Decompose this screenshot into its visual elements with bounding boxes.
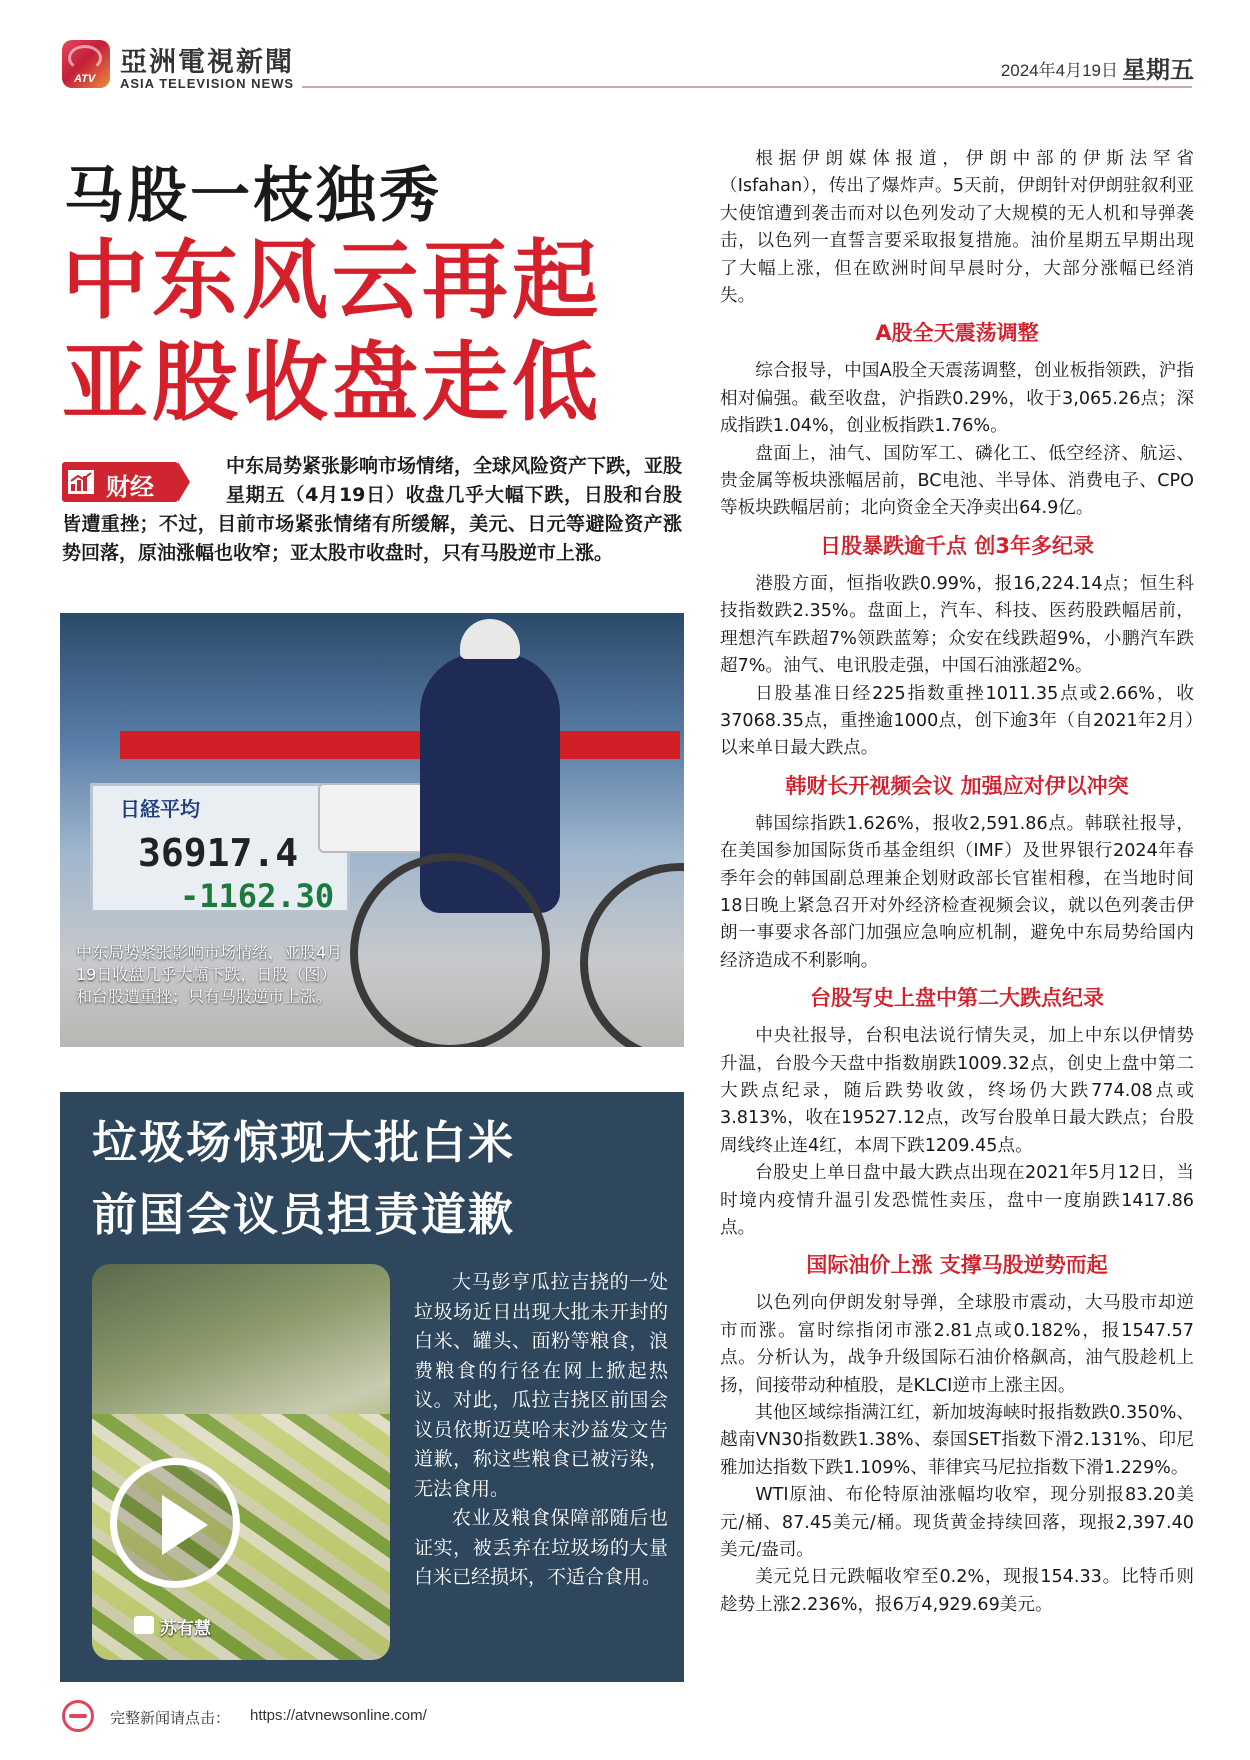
article-paragraph: 台股史上单日盘中最大跌点出现在2021年5月12日，当时境内疫情升温引发恐慌性卖压，盘中一度崩跌1417.86点。 [720,1163,1194,1238]
stock-board-change: -1162.30 [180,877,335,915]
play-icon [162,1495,208,1555]
section-heading-taiwan: 台股写史上盘中第二大跌点纪录 [810,986,1104,1011]
section-heading-oil: 国际油价上涨 支撑马股逆势而起 [806,1253,1108,1278]
logo-text: ATV [74,73,96,85]
article-intro: 根据伊朗媒体报道，伊朗中部的伊斯法罕省（Isfahan），传出了爆炸声。5天前，伊朗针对伊朗驻叙利亚大使馆遭到袭击而对以色列发动了大规模的无人机和导弹袭击，以色列一直誓言要采取报复措施。油价星期五早期出现了大幅上涨，但在欧洲时间早晨时分，大部分涨幅已经消失。 [720,149,1194,307]
side-story-title-line1: 垃圾场惊现大批白米 [92,1116,516,1169]
stock-board-title: 日経平均 [120,797,200,821]
footer-link[interactable]: https://atvnewsonline.com/ [250,1707,427,1724]
side-story-title-line2: 前国会议员担责道歉 [92,1188,516,1241]
article-paragraph: 中央社报导，台积电法说行情失灵，加上中东以伊情势升温，台股今天盘中指数崩跌1009.32点，创史上盘中第二大跌点纪录，随后跌势收敛，终场仍大跌774.08点或3.813%，收在19527.12点，改写台股单日最大跌点；台股周线终止连4红，本周下跌1209.45点。 [720,1026,1194,1156]
camera-icon [134,1616,154,1634]
article-paragraph: 美元兑日元跌幅收窄至0.2%，现报154.33。比特币则趁势上涨2.236%，报6万4,929.69美元。 [720,1567,1194,1615]
main-article-column [720,146,1194,1619]
photo-caption: 中东局势紧张影响市场情绪，亚股4月19日收盘几乎大幅下跌，日股（图）和台股遭重挫；只有马股逆市上涨。 [76,943,343,1006]
article-paragraph: 盘面上，油气、国防军工、磷化工、低空经济、航运、贵金属等板块涨幅居前，BC电池、半导体、消费电子、CPO等板块跌幅居前；北向资金全天净卖出64.9亿。 [720,443,1194,519]
atv-logo [62,40,110,88]
reporter-name: 苏有慧 [160,1619,211,1639]
headline-main-line1: 中东风云再起 [62,231,602,331]
article-paragraph: 其他区域综指满江红，新加坡海峡时报指数跌0.350%、越南VN30指数跌1.38%、泰国SET指数下滑2.131%、印尼雅加达指数下跌1.109%、菲律宾马尼拉指数下滑1.229%。 [720,1403,1194,1478]
article-paragraph: 以色列向伊朗发射导弹，全球股市震动，大马股市却逆市而涨。富时综指闭市涨2.81点或0.182%，报1547.57点。分析认为，战争升级国际石油价格飙高，油气股趁机上扬，间接带动种植股，是KLCI逆市上涨主因。 [720,1293,1194,1396]
brand-name-en: ASIA TELEVISION NEWS [120,76,295,91]
brand-name-cn: 亞洲電視新聞 [120,47,294,78]
side-story-paragraph: 农业及粮食保障部随后也证实，被丢弃在垃圾场的大量白米已经损坏，不适合食用。 [414,1507,668,1588]
bicycle-crate [318,783,428,853]
article-paragraph: 日股基准日经225指数重挫1011.35点或2.66%，收37068.35点，重挫逾1000点，创下逾3年（自2021年2月）以来单日最大跌点。 [720,683,1194,759]
headline-main-line2: 亚股收盘走低 [62,333,602,433]
bicycle-wheel [580,863,684,1047]
issue-weekday: 星期五 [1122,56,1194,84]
side-story-box [60,1092,684,1682]
issue-date: 2024年4月19日 [1000,61,1118,80]
article-paragraph: 港股方面，恒指收跌0.99%，报16,224.14点；恒生科技指数跌2.35%。盘面上，汽车、科技、医药股跌幅居前，理想汽车跌超7%领跌蓝筹；众安在线跌超9%，小鹏汽车跌超7%。油气、电讯股走强，中国石油涨超2%。 [720,573,1194,677]
category-badge [62,462,178,502]
footer-label: 完整新闻请点击： [110,1709,231,1727]
lead-text: 中东局势紧张影响市场情绪，全球风险资产下跌，亚股星期五（4月19日）收盘几乎大幅下跌，日股和台股皆遭重挫；不过，目前市场紧张情绪有所缓解，美元、日元等避险资产涨势回落，原油涨幅也收窄；亚太股市收盘时，只有马股逆市上涨。 [62,455,683,564]
article-paragraph: WTI原油、布伦特原油涨幅均收窄，现分别报83.20美元/桶、87.45美元/桶。现货黄金持续回落，现报2,397.40美元/盎司。 [720,1485,1194,1561]
play-button[interactable] [110,1458,240,1588]
stock-board-value: 36917.4 [138,831,299,875]
photo-banner [120,731,680,759]
badge-arrow [178,462,190,502]
section-heading-korea: 韩财长开视频会议 加强应对伊以冲突 [785,773,1129,798]
side-story-paragraph: 大马彭亨瓜拉吉挠的一处垃圾场近日出现大批未开封的白米、罐头、面粉等粮食，浪费粮食的行径在网上掀起热议。对此，瓜拉吉挠区前国会议员依斯迈莫哈末沙益发文告道歉，称这些粮食已被污染，无法食用。 [414,1271,668,1500]
article-paragraph: 韩国综指跌1.626%，报收2,591.86点。韩联社报导，在美国参加国际货币基金组织（IMF）及世界银行2024年春季年会的韩国副总理兼企划财政部长官崔相穆，在当地时间18日晚上紧急召开对外经济检查视频会议，就以色列袭击伊朗一事要求各部门加强应急响应机制，避免中东局势给国内经济造成不利影响。 [720,813,1194,971]
cyclist-helmet [460,619,520,659]
video-thumbnail[interactable] [92,1264,390,1660]
globe-icon [62,1700,94,1732]
globe-icon-bar [69,1714,87,1718]
header-divider [302,86,1192,88]
bar-chart-icon [68,470,94,494]
section-heading-japan: 日股暴跌逾千点 创3年多纪录 [820,533,1094,558]
headline-kicker: 马股一枝独秀 [64,161,442,231]
bicycle-wheel [350,853,550,1047]
section-heading-a-shares: A股全天震荡调整 [875,321,1039,346]
article-paragraph: 综合报导，中国A股全天震荡调整，创业板指领跌，沪指相对偏强。截至收盘，沪指跌0.29%，收于3,065.26点；深成指跌1.04%，创业板指跌1.76%。 [720,361,1194,437]
category-label: 财经 [106,473,154,501]
logo-swirl-icon [68,45,102,71]
side-story-body [414,1268,668,1593]
